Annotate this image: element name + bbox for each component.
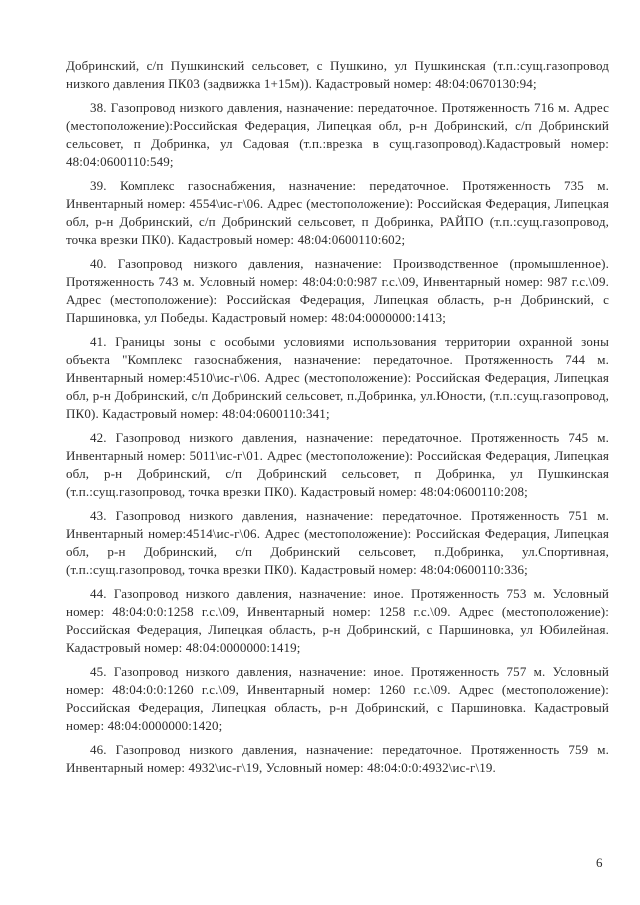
paragraph-continuation: Добринский, с/п Пушкинский сельсовет, с Пушкино, ул Пушкинская (т.п.:сущ.газопровод низкого давления ПК03 (задвижка 1+15м)). Кадастровый номер: 48:04:0670130:94; <box>66 58 609 91</box>
paragraph-item-41: 41. Границы зоны с особыми условиями использования территории охранной зоны объекта "Комплекс газоснабжения, назначение: передаточное. Протяженность 744 м. Инвентарный номер:4510\ис-г\06. Адрес (местоположение): Российская Федерация, Липецкая обл, р-н Добринский, с/п Добринский сельсовет, п.Добринка, ул.Юности, (т.п.:сущ.газопровод, ПК0). Кадастровый номер: 48:04:0600110:341; <box>66 334 609 421</box>
paragraph-item-40: 40. Газопровод низкого давления, назначение: Производственное (промышленное). Протяженность 743 м. Условный номер: 48:04:0:0:987 г.с.\09, Инвентарный номер: 987 г.с.\09. Адрес (местоположение): Российская Федерация, Липецкая область, р-н Добринский, с Паршиновка, ул Победы. Кадастровый номер: 48:04:0000000:1413; <box>66 256 609 325</box>
page-number: 6 <box>596 855 603 870</box>
paragraph-item-39: 39. Комплекс газоснабжения, назначение: передаточное. Протяженность 735 м. Инвентарный номер: 4554\ис-г\06. Адрес (местоположение): Российская Федерация, Липецкая обл, р-н Добринский, с/п Добринский сельсовет, п Добринка, РАЙПО (т.п.:сущ.газопровод, точка врезки ПК0). Кадастровый номер: 48:04:0600110:602; <box>66 178 609 247</box>
paragraph-item-45: 45. Газопровод низкого давления, назначение: иное. Протяженность 757 м. Условный номер: 48:04:0:0:1260 г.с.\09, Инвентарный номер: 1260 г.с.\09. Адрес (местоположение): Российская Федерация, Липецкая область, р-н Добринский, с Паршиновка. Кадастровый номер: 48:04:0000000:1420; <box>66 664 609 733</box>
paragraph-item-43: 43. Газопровод низкого давления, назначение: передаточное. Протяженность 751 м. Инвентарный номер:4514\ис-г\06. Адрес (местоположение): Российская Федерация, Липецкая обл, р-н Добринский, с/п Добринский сельсовет, п.Добринка, ул.Спортивная, (т.п.:сущ.газопровод, точка врезки ПК0). Кадастровый номер: 48:04:0600110:336; <box>66 508 609 577</box>
paragraph-item-46: 46. Газопровод низкого давления, назначение: передаточное. Протяженность 759 м. Инвентарный номер: 4932\ис-г\19, Условный номер: 48:04:0:0:4932\ис-г\19. <box>66 742 609 775</box>
paragraph-item-42: 42. Газопровод низкого давления, назначение: передаточное. Протяженность 745 м. Инвентарный номер: 5011\ис-г\01. Адрес (местоположение): Российская Федерация, Липецкая обл, р-н Добринский, с/п Добринский сельсовет, п Добринка, ул Пушкинская (т.п.:сущ.газопровод, точка врезки ПК0). Кадастровый номер: 48:04:0600110:208; <box>66 430 609 499</box>
paragraph-item-44: 44. Газопровод низкого давления, назначение: иное. Протяженность 753 м. Условный номер: 48:04:0:0:1258 г.с.\09, Инвентарный номер: 1258 г.с.\09. Адрес (местоположение): Российская Федерация, Липецкая область, р-н Добринский, с Паршиновка, ул Юбилейная. Кадастровый номер: 48:04:0000000:1419; <box>66 586 609 655</box>
paragraph-item-38: 38. Газопровод низкого давления, назначение: передаточное. Протяженность 716 м. Адрес (местоположение):Российская Федерация, Липецкая обл, р-н Добринский, с/п Добринский сельсовет, п Добринка, ул Садовая (т.п.:врезка в сущ.газопровод).Кадастровый номер: 48:04:0600110:549; <box>66 100 609 169</box>
document-body <box>66 57 609 783</box>
